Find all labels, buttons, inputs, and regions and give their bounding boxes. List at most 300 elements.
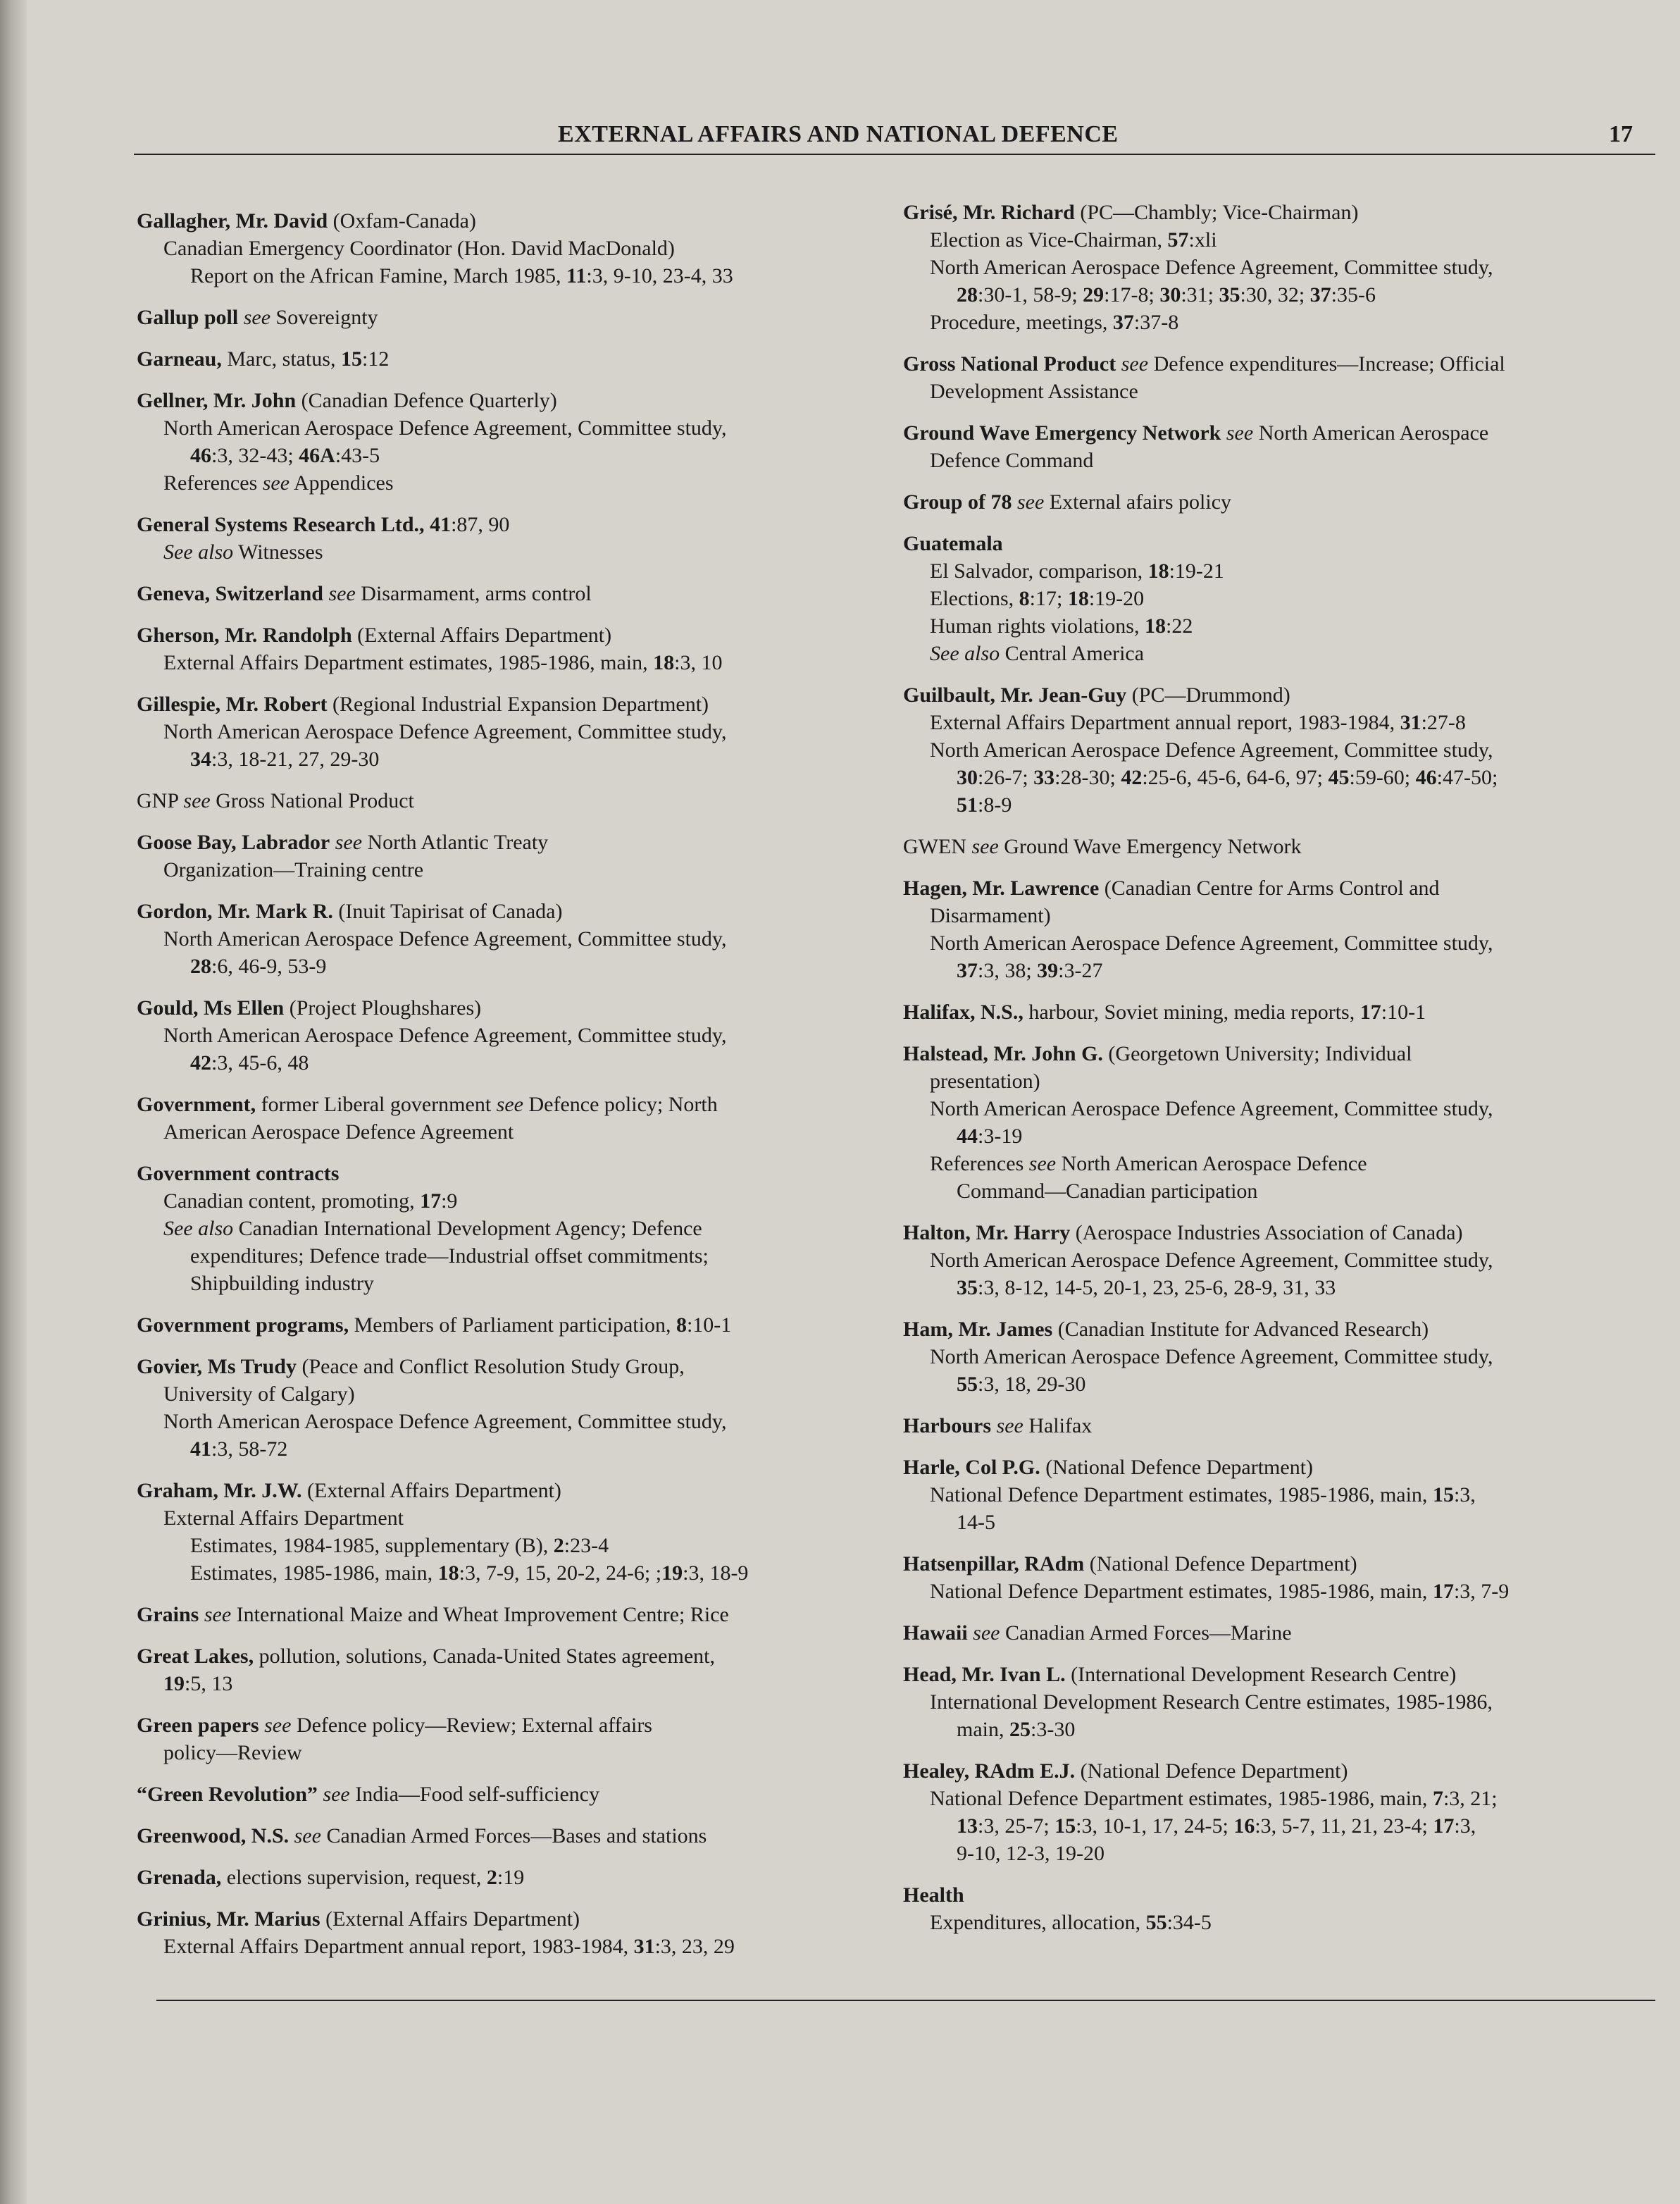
italic-text: see (1028, 1152, 1057, 1175)
entry-subline (137, 718, 883, 745)
italic-text: see (1012, 490, 1045, 514)
text-run: :3, 18, 29-30 (978, 1373, 1086, 1396)
text-run: :3, 10-1, 17, 24-5; (1076, 1814, 1234, 1838)
entry-heading-line (903, 1219, 1657, 1246)
entry-subline (903, 791, 1657, 819)
entry-heading-line (903, 1412, 1657, 1440)
bold-text: 13 (957, 1814, 978, 1838)
text-run: (Regional Industrial Expansion Department) (327, 693, 709, 716)
bold-text: Govier, Ms Trudy (137, 1355, 297, 1378)
entry-subline (903, 281, 1657, 309)
text-run: :87, 90 (451, 513, 510, 536)
italic-text: see (259, 1714, 292, 1737)
entry-subline (903, 1578, 1657, 1605)
bold-text: 30 (1159, 283, 1181, 307)
text-run: :17; (1029, 587, 1068, 610)
text-run: Marc, status, (221, 347, 341, 371)
text-run: :26-7; (978, 766, 1034, 789)
entry-subline (137, 442, 883, 469)
italic-text: see (496, 1093, 523, 1116)
text-run: pollution, solutions, Canada-United States agreement, (254, 1645, 715, 1668)
text-run: Canadian International Development Agency; Defence (233, 1217, 702, 1240)
index-entry (903, 1412, 1657, 1440)
text-run: :xli (1188, 228, 1217, 252)
text-run: Canadian Armed Forces—Marine (1000, 1621, 1292, 1645)
entry-heading-line (137, 207, 883, 235)
text-run: Report on the African Famine, March 1985, (190, 264, 567, 287)
entry-heading-line (137, 1642, 883, 1670)
text-run: :37-8 (1133, 311, 1179, 334)
entry-subline (137, 1215, 883, 1242)
bold-text: Goose Bay, Labrador (137, 831, 330, 854)
italic-text: see (1221, 421, 1254, 445)
text-run: External Affairs Department (163, 1506, 404, 1530)
entry-heading-line (903, 1454, 1657, 1481)
text-run: Estimates, 1984-1985, supplementary (B), (190, 1534, 554, 1557)
text-run: Election as Vice-Chairman, (930, 228, 1168, 252)
entry-heading-line (903, 488, 1657, 516)
bold-text: 45 (1328, 766, 1350, 789)
bold-text: Gross National Product (903, 352, 1116, 376)
index-entry (137, 621, 883, 676)
entry-heading-line (903, 530, 1657, 557)
text-run: :28-30; (1054, 766, 1121, 789)
index-entry (137, 387, 883, 497)
entry-subline (903, 1246, 1657, 1274)
index-entry (137, 207, 883, 290)
entry-heading-line (903, 1550, 1657, 1578)
text-run: :19-21 (1169, 559, 1224, 583)
entry-heading-line (903, 998, 1657, 1026)
index-entry (903, 1619, 1657, 1647)
bold-text: 37 (1112, 311, 1134, 334)
text-run: :3, 38; (978, 959, 1038, 982)
entry-subline (903, 902, 1657, 929)
index-entry (903, 681, 1657, 819)
text-run: Shipbuilding industry (190, 1272, 374, 1295)
entry-subline (903, 612, 1657, 640)
entry-heading-line (137, 898, 883, 925)
text-run: :9 (441, 1189, 458, 1213)
text-run: :3, 18-21, 27, 29-30 (211, 748, 380, 771)
entry-subline (137, 1242, 883, 1270)
entry-subline (137, 1504, 883, 1532)
text-run: :3-30 (1031, 1718, 1076, 1741)
text-run: :3, 45-6, 48 (211, 1051, 309, 1075)
text-run: External afairs policy (1044, 490, 1232, 514)
bold-text: 15 (340, 347, 362, 371)
bold-text: 57 (1167, 228, 1189, 252)
bold-text: Guilbault, Mr. Jean-Guy (903, 683, 1127, 707)
bold-text: 17 (1359, 1001, 1381, 1024)
index-entry (137, 1477, 883, 1587)
text-run: harbour, Soviet mining, media reports, (1023, 1001, 1360, 1024)
text-run: Witnesses (233, 540, 323, 564)
bold-text: 19 (163, 1672, 185, 1695)
text-run: :10-1 (686, 1313, 732, 1337)
entry-heading-line (903, 681, 1657, 709)
index-entry (903, 1757, 1657, 1867)
text-run: Human rights violations, (930, 614, 1145, 638)
text-run: :35-6 (1331, 283, 1376, 307)
bold-text: 34 (190, 748, 211, 771)
entry-subline (137, 1118, 883, 1146)
entry-subline (137, 1559, 883, 1587)
entry-heading-line (137, 1711, 883, 1739)
entry-subline (903, 1509, 1657, 1536)
text-run: :3, 23, 29 (654, 1935, 735, 1958)
index-entry (137, 1864, 883, 1891)
text-run: Defence policy—Review; External affairs (291, 1714, 652, 1737)
left-index-column (137, 207, 883, 1974)
index-entry (137, 898, 883, 980)
text-run: Canadian Emergency Coordinator (Hon. David MacDonald) (163, 237, 675, 260)
italic-text: see (183, 789, 211, 812)
text-run: :30, 32; (1240, 283, 1310, 307)
italic-text: see (967, 1621, 1000, 1645)
text-run: :3-27 (1058, 959, 1103, 982)
text-run: International Development Research Centre estimates, 1985-1986, (930, 1690, 1493, 1714)
text-run: :3, 7-9 (1453, 1580, 1510, 1603)
italic-text: see (323, 582, 356, 605)
bold-text: Grenada, (137, 1866, 222, 1889)
bold-text: 15 (1054, 1814, 1076, 1838)
text-run: North American Aerospace Defence Agreement, Committee study, (163, 720, 727, 743)
bold-text: Halifax, N.S., (903, 1001, 1023, 1024)
text-run: :3, (1453, 1483, 1476, 1506)
text-run: :12 (361, 347, 390, 371)
entry-subline (903, 640, 1657, 667)
entry-subline (903, 378, 1657, 405)
bold-text: 29 (1083, 283, 1105, 307)
entry-subline (903, 1840, 1657, 1867)
italic-text: see (238, 306, 271, 329)
text-run: :22 (1165, 614, 1193, 638)
text-run: :3, (1454, 1814, 1476, 1838)
text-run: North American Aerospace Defence Agreement, Committee study, (930, 256, 1493, 279)
bold-text: Grains (137, 1603, 199, 1626)
bold-text: Government contracts (137, 1162, 340, 1185)
entry-heading-line (903, 1661, 1657, 1688)
entry-subline (137, 1435, 883, 1463)
text-run: North American Aerospace Defence Agreement, Committee study, (163, 927, 727, 951)
bold-text: 31 (633, 1935, 655, 1958)
text-run: 9-10, 12-3, 19-20 (957, 1842, 1105, 1865)
entry-heading-line (137, 580, 883, 607)
index-entry (137, 1905, 883, 1960)
text-run: American Aerospace Defence Agreement (163, 1120, 514, 1144)
text-run: :30-1, 58-9; (978, 283, 1083, 307)
text-run: International Maize and Wheat Improvement Centre; Rice (231, 1603, 729, 1626)
italic-text: see (199, 1603, 232, 1626)
text-run: National Defence Department estimates, 1985-1986, main, (930, 1580, 1433, 1603)
bold-text: Halstead, Mr. John G. (903, 1042, 1103, 1065)
text-run: Disarmament) (930, 904, 1051, 927)
bold-text: 2 (553, 1534, 564, 1557)
entry-heading-line (137, 1864, 883, 1891)
index-entry (903, 419, 1657, 474)
entry-heading-line (903, 1040, 1657, 1067)
entry-subline (137, 1049, 883, 1077)
bold-text: Healey, RAdm E.J. (903, 1759, 1076, 1783)
text-run: (International Development Research Centre) (1065, 1663, 1457, 1686)
bold-text: Hatsenpillar, RAdm (903, 1552, 1085, 1575)
bold-text: 7 (1432, 1787, 1443, 1810)
text-run: References (163, 471, 263, 495)
entry-subline (137, 538, 883, 566)
entry-subline (137, 262, 883, 290)
book-spine-shadow (0, 0, 27, 2204)
index-entry (137, 580, 883, 607)
text-run: Members of Parliament participation, (349, 1313, 676, 1337)
text-run: policy—Review (163, 1741, 302, 1764)
text-run: (Aerospace Industries Association of Canada) (1070, 1221, 1463, 1244)
text-run: :59-60; (1349, 766, 1416, 789)
text-run: main, (957, 1718, 1009, 1741)
bold-text: Gillespie, Mr. Robert (137, 693, 328, 716)
text-run: Canadian content, promoting, (163, 1189, 421, 1213)
bold-text: Government, (137, 1093, 256, 1116)
text-run: Sovereignty (270, 306, 378, 329)
text-run: Disarmament, arms control (355, 582, 592, 605)
bold-text: Hagen, Mr. Lawrence (903, 877, 1100, 900)
entry-subline (903, 1067, 1657, 1095)
text-run: :5, 13 (185, 1672, 233, 1695)
bold-text: Grinius, Mr. Marius (137, 1907, 321, 1931)
bold-text: Graham, Mr. J.W. (137, 1479, 302, 1502)
bold-text: 16 (1233, 1814, 1255, 1838)
index-entry (137, 1091, 883, 1146)
text-run: (Georgetown University; Individual (1102, 1042, 1412, 1065)
text-run: (Project Ploughshares) (284, 996, 482, 1020)
text-run: North American Aerospace Defence Agreement, Committee study, (163, 1024, 727, 1047)
text-run: :3, 25-7; (978, 1814, 1055, 1838)
entry-subline (903, 1370, 1657, 1398)
bold-text: Gould, Ms Ellen (137, 996, 285, 1020)
text-run: Defence Command (930, 449, 1094, 472)
bold-text: 18 (653, 651, 675, 674)
entry-subline (137, 856, 883, 884)
bold-text: Gallagher, Mr. David (137, 209, 328, 233)
text-run: External Affairs Department estimates, 1985-1986, main, (163, 651, 654, 674)
index-entry (137, 304, 883, 331)
bold-text: Gallup poll (137, 306, 239, 329)
index-entry (903, 874, 1657, 984)
text-run: Gross National Product (210, 789, 414, 812)
text-run: Defence policy; North (523, 1093, 718, 1116)
text-run: (National Defence Department) (1040, 1456, 1314, 1479)
text-run: (External Affairs Department) (320, 1907, 580, 1931)
text-run: North American Aerospace Defence (1056, 1152, 1367, 1175)
text-run: Appendices (290, 471, 394, 495)
text-run: (Canadian Centre for Arms Control and (1099, 877, 1440, 900)
entry-subline (903, 1274, 1657, 1301)
bold-text: 37 (957, 959, 978, 982)
entry-heading-line (137, 387, 883, 414)
entry-subline (137, 1408, 883, 1435)
index-entry (903, 1040, 1657, 1205)
bold-text: 18 (437, 1561, 459, 1585)
text-run: :17-8; (1104, 283, 1160, 307)
text-run: :3, 7-9, 15, 20-2, 24-6; ; (459, 1561, 662, 1585)
index-entry (137, 511, 883, 566)
text-run: External Affairs Department annual report, 1983-1984, (930, 711, 1400, 734)
text-run: expenditures; Defence trade—Industrial offset commitments; (190, 1244, 709, 1268)
bold-text: 25 (1009, 1718, 1031, 1741)
text-run: :6, 46-9, 53-9 (211, 955, 327, 978)
bold-text: 30 (957, 766, 978, 789)
index-entry (903, 488, 1657, 516)
text-run: National Defence Department estimates, 1985-1986, main, (930, 1787, 1433, 1810)
bold-text: 37 (1309, 283, 1331, 307)
text-run: :10-1 (1381, 1001, 1426, 1024)
entry-subline (137, 1670, 883, 1697)
bold-text: 17 (420, 1189, 442, 1213)
bold-text: 42 (1121, 766, 1143, 789)
bold-text: Greenwood, N.S. (137, 1824, 290, 1847)
page-number: 17 (1609, 121, 1633, 147)
text-run: :23-4 (564, 1534, 609, 1557)
page-header (134, 121, 1655, 154)
text-run: Command—Canadian participation (957, 1180, 1258, 1203)
text-run: (National Defence Department) (1075, 1759, 1348, 1783)
entry-subline (137, 1187, 883, 1215)
text-run: :43-5 (335, 444, 380, 467)
bold-text: 44 (957, 1125, 978, 1148)
italic-text: see (330, 831, 363, 854)
italic-text: see (991, 1414, 1023, 1437)
text-run: North American Aerospace Defence Agreement, Committee study, (930, 1249, 1493, 1272)
bold-text: 39 (1037, 959, 1059, 982)
entry-heading-line (137, 304, 883, 331)
text-run: North American Aerospace Defence Agreement, Committee study, (930, 931, 1493, 955)
entry-heading-line (137, 1311, 883, 1339)
bold-text: 42 (190, 1051, 211, 1075)
text-run: North American Aerospace (1253, 421, 1489, 445)
bold-text: Gherson, Mr. Randolph (137, 624, 352, 647)
entry-subline (137, 469, 883, 497)
header-rule (134, 154, 1655, 155)
entry-subline (903, 1481, 1657, 1509)
entry-subline (903, 764, 1657, 791)
entry-subline (903, 709, 1657, 736)
text-run: :19 (497, 1866, 525, 1889)
text-run: North Atlantic Treaty (362, 831, 549, 854)
italic-text: see (1116, 352, 1149, 376)
bold-text: 8 (1019, 587, 1030, 610)
entry-subline (903, 1122, 1657, 1150)
entry-heading-line (137, 1353, 883, 1380)
bold-text: 11 (566, 264, 587, 287)
index-entry (903, 1454, 1657, 1536)
text-run (425, 513, 430, 536)
bold-text: 28 (190, 955, 211, 978)
index-entry (903, 833, 1657, 860)
entry-subline (903, 736, 1657, 764)
text-run: :31; (1181, 283, 1219, 307)
bold-text: 2 (486, 1866, 497, 1889)
index-entry (137, 1822, 883, 1850)
text-run: Estimates, 1985-1986, main, (190, 1561, 438, 1585)
text-run: :3, 32-43; (211, 444, 299, 467)
index-entry (137, 691, 883, 773)
bold-text: 18 (1144, 614, 1166, 638)
italic-text: see (317, 1783, 350, 1806)
bold-text: Head, Mr. Ivan L. (903, 1663, 1066, 1686)
text-run: National Defence Department estimates, 1985-1986, main, (930, 1483, 1433, 1506)
text-run: (Canadian Defence Quarterly) (296, 389, 557, 412)
index-entry (137, 1311, 883, 1339)
index-entry (137, 1711, 883, 1766)
entry-heading-line (903, 199, 1657, 226)
entry-subline (137, 1380, 883, 1408)
bold-text: Geneva, Switzerland (137, 582, 323, 605)
text-run: :25-6, 45-6, 64-6, 97; (1142, 766, 1329, 789)
bold-text: “Green Revolution” (137, 1783, 318, 1806)
entry-subline (903, 447, 1657, 474)
text-run: :19-20 (1088, 587, 1145, 610)
entry-subline (903, 1177, 1657, 1205)
entry-subline (903, 1785, 1657, 1812)
index-entry (903, 1219, 1657, 1301)
text-run: (Canadian Institute for Advanced Research) (1052, 1318, 1429, 1341)
entry-subline (137, 953, 883, 980)
bold-text: Health (903, 1883, 964, 1907)
bold-text: 35 (1219, 283, 1240, 307)
text-run: GWEN (903, 835, 972, 858)
entry-subline (137, 1022, 883, 1049)
bold-text: 51 (957, 793, 978, 817)
bold-text: 41 (190, 1437, 211, 1461)
index-entry (903, 1881, 1657, 1936)
text-run: External Affairs Department annual report, 1983-1984, (163, 1935, 634, 1958)
text-run: :3-19 (978, 1125, 1023, 1148)
entry-subline (903, 254, 1657, 281)
entry-heading-line (137, 511, 883, 538)
text-run: India—Food self-sufficiency (349, 1783, 600, 1806)
entry-subline (903, 1150, 1657, 1177)
bold-text: 41 (430, 513, 452, 536)
italic-text: see (289, 1824, 321, 1847)
index-entry (137, 994, 883, 1077)
bold-text: 8 (676, 1313, 687, 1337)
italic-text: See also (163, 1217, 234, 1240)
bold-text: Government programs, (137, 1313, 349, 1337)
bold-text: Gellner, Mr. John (137, 389, 297, 412)
text-run: El Salvador, comparison, (930, 559, 1148, 583)
text-run: :34-5 (1166, 1911, 1212, 1934)
running-title: EXTERNAL AFFAIRS AND NATIONAL DEFENCE (558, 121, 1119, 147)
text-run: :8-9 (978, 793, 1012, 817)
bold-text: Green papers (137, 1714, 259, 1737)
entry-subline (903, 929, 1657, 957)
entry-heading-line (137, 691, 883, 718)
text-run: presentation) (930, 1070, 1040, 1093)
text-run: GNP (137, 789, 184, 812)
index-entry (137, 1642, 883, 1697)
index-entry (137, 829, 883, 884)
entry-heading-line (903, 1619, 1657, 1647)
bold-text: 55 (1145, 1911, 1167, 1934)
text-run: :3, 58-72 (211, 1437, 288, 1461)
entry-heading-line (903, 1757, 1657, 1785)
bold-text: 55 (957, 1373, 978, 1396)
bold-text: General Systems Research Ltd., (137, 513, 425, 536)
entry-heading-line (903, 833, 1657, 860)
text-run: (Oxfam-Canada) (328, 209, 476, 233)
bold-text: Halton, Mr. Harry (903, 1221, 1071, 1244)
index-entry (903, 1550, 1657, 1605)
